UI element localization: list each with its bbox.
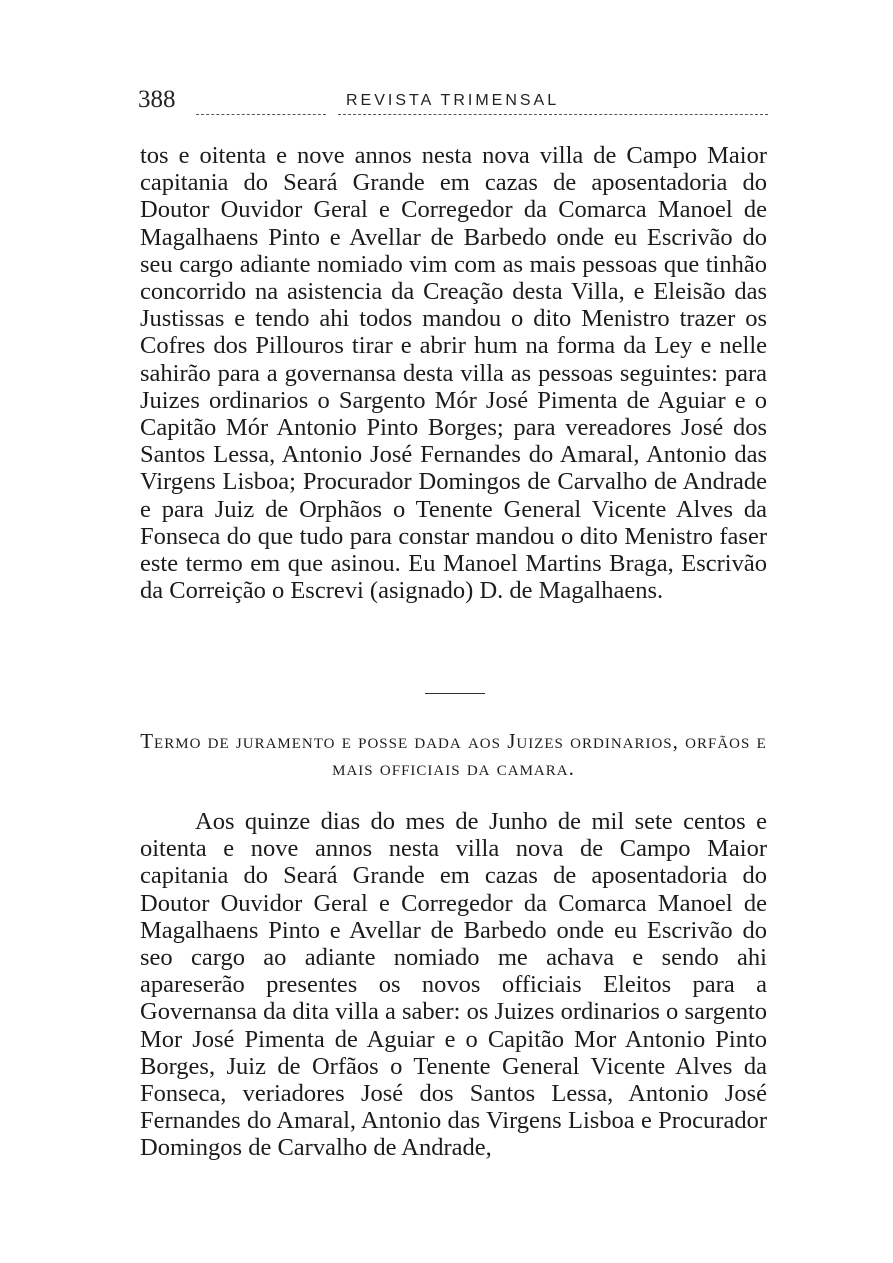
paragraph-continued-record: tos e oitenta e nove annos nesta nova villa de Campo Maior capitania do Seará Grande em cazas de aposentadoria do Doutor Ouvidor Geral e Corregedor da Comarca Manoel de Magalhaens Pinto e Avellar de Barbedo onde eu Escrivão do seu cargo adiante nomiado vim com as mais pessoas que tinhão concorrido na asistencia da Creação desta Villa, e Eleisão das Justissas e tendo ahi todos mandou o dito Menistro trazer os Cofres dos Pillouros tirar e abrir hum na forma da Ley e nelle sahirão para a governansa desta villa as pessoas seguintes: para Juizes ordinarios o Sargento Mór José Pimenta de Aguiar e o Capitão Mór Antonio Pinto Borges; para vereadores José dos Santos Lessa, Antonio José Fernandes do Amaral, Antonio das Virgens Lisboa; Procurador Domingos de Carvalho de Andrade e para Juiz de Orphãos o Tenente General Vicente Alves da Fonseca do que tudo para constar mandou o dito Menistro faser este termo em que asinou. Eu Manoel Martins Braga, Escrivão da Correição o Escrevi (asignado) D. de Magalhaens.: [140, 142, 767, 605]
page-header: [138, 86, 768, 120]
section-separator: [425, 693, 485, 694]
header-rule-left: [196, 114, 326, 115]
header-rule-right: [338, 114, 768, 115]
page-number: 388: [138, 86, 176, 113]
paragraph-oath-record: Aos quinze dias do mes de Junho de mil sete centos e oitenta e nove annos nesta villa nova de Campo Maior capitania do Seará Grande em cazas de aposentadoria do Doutor Ouvidor Geral e Corregedor da Comarca Manoel de Magalhaens Pinto e Avellar de Barbedo onde eu Escrivão do seo cargo ao adiante nomiado me achava e sendo ahi apareserão presentes os novos officiais Eleitos para a Governansa da dita villa a saber: os Juizes ordinarios o sargento Mor José Pimenta de Aguiar e o Capitão Mor Antonio Pinto Borges, Juiz de Orfãos o Tenente General Vicente Alves da Fonseca, veriadores José dos Santos Lessa, Antonio José Fernandes do Amaral, Antonio das Virgens Lisboa e Procurador Domingos de Carvalho de Andrade,: [140, 808, 767, 1162]
running-title: REVISTA TRIMENSAL: [346, 92, 560, 109]
section-heading: Termo de juramento e posse dada aos Juizes ordinarios, orfãos e mais officiais da camara.: [140, 729, 767, 780]
